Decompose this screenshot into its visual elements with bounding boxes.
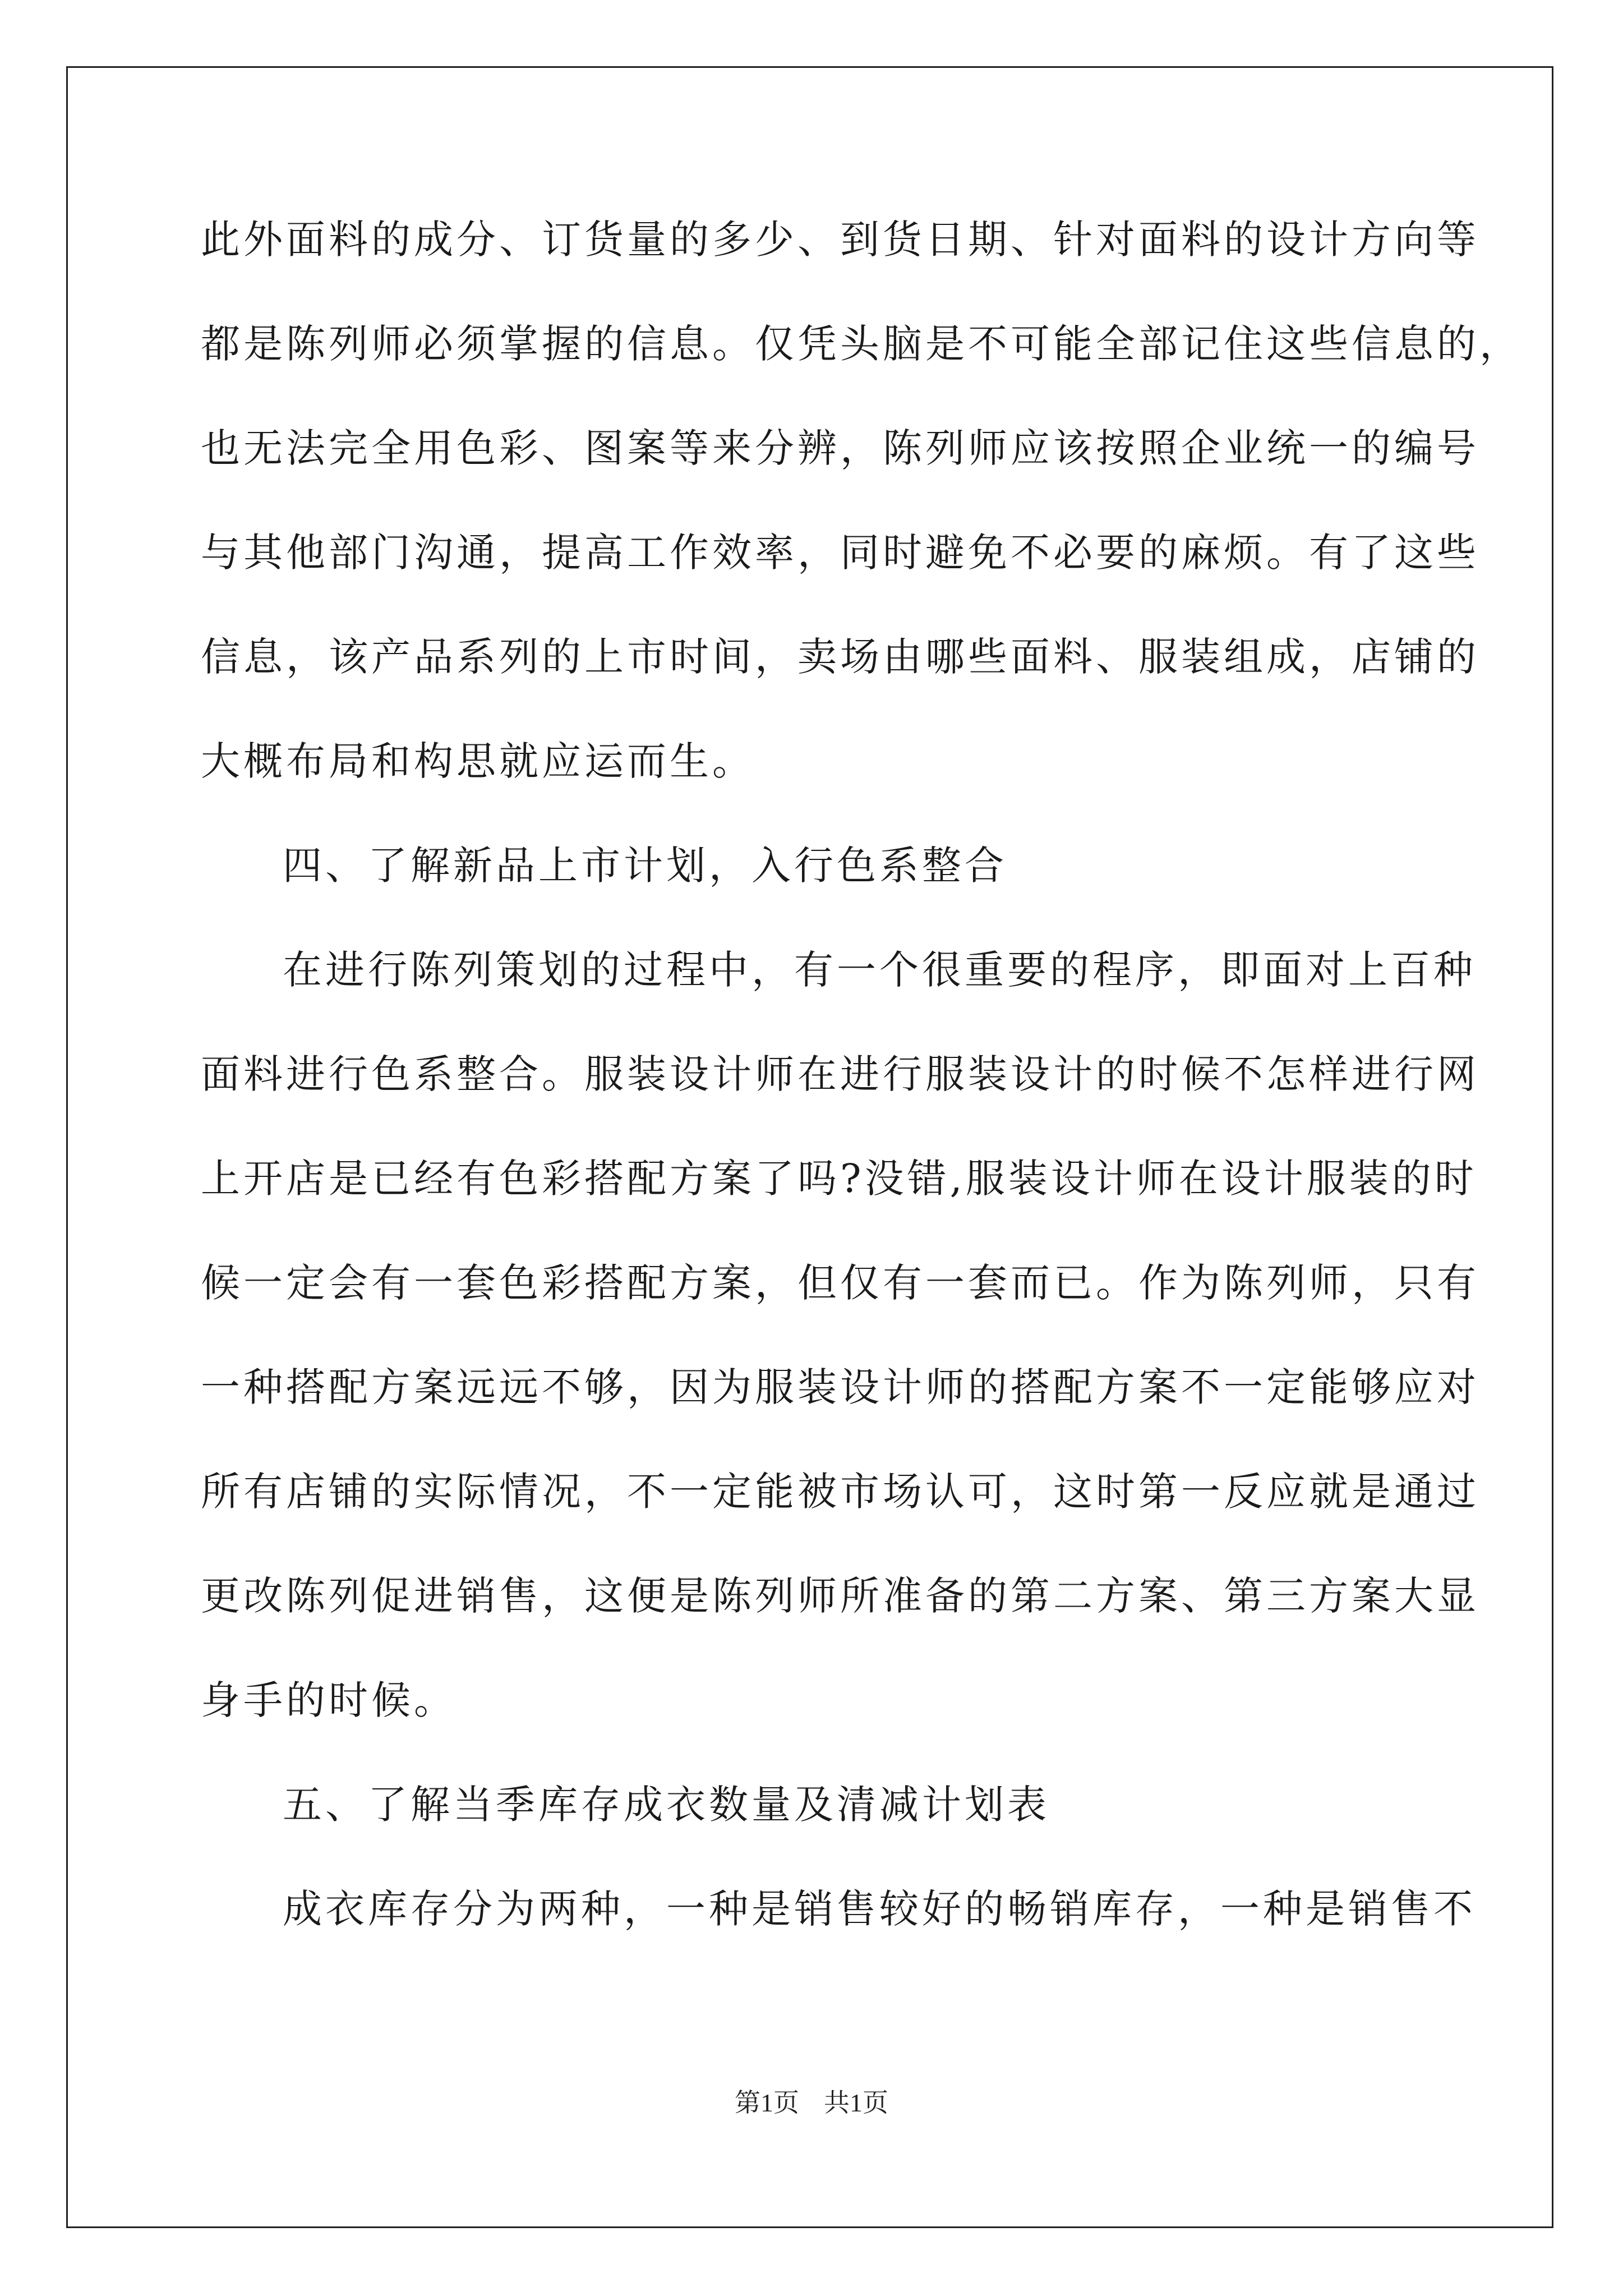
text-line-3: 也无法完全用色彩、图案等来分辨，陈列师应该按照企业统一的编号 [201, 425, 1479, 471]
text-line-13: 所有店铺的实际情况，不一定能被市场认可，这时第一反应就是通过 [201, 1469, 1479, 1515]
section-heading-4: 四、了解新品上市计划，入行色系整合 [283, 843, 1007, 889]
text-line-14: 更改陈列促进销售，这便是陈列师所准备的第二方案、第三方案大显 [201, 1573, 1479, 1619]
text-line-5: 信息，该产品系列的上市时间，卖场由哪些面料、服装组成，店铺的 [201, 634, 1479, 680]
text-line-15: 身手的时候。 [201, 1677, 457, 1723]
text-line-1: 此外面料的成分、订货量的多少、到货日期、针对面料的设计方向等 [201, 217, 1479, 263]
page-number: 第1页 [735, 2088, 799, 2117]
page-footer [0, 2082, 1623, 2119]
text-line-10: 上开店是已经有色彩搭配方案了吗?没错,服装设计师在设计服装的时 [201, 1156, 1477, 1202]
text-line-11: 候一定会有一套色彩搭配方案，但仅有一套而已。作为陈列师，只有 [201, 1260, 1479, 1306]
text-line-12: 一种搭配方案远远不够，因为服装设计师的搭配方案不一定能够应对 [201, 1364, 1479, 1410]
text-line-9: 面料进行色系整合。服装设计师在进行服装设计的时候不怎样进行网 [201, 1051, 1479, 1097]
text-line-17: 成衣库存分为两种，一种是销售较好的畅销库存，一种是销售不 [283, 1886, 1476, 1932]
text-line-8: 在进行陈列策划的过程中，有一个很重要的程序，即面对上百种 [283, 947, 1476, 993]
text-line-2: 都是陈列师必须掌握的信息。仅凭头脑是不可能全部记住这些信息的， [201, 321, 1522, 367]
text-line-4: 与其他部门沟通，提高工作效率，同时避免不必要的麻烦。有了这些 [201, 530, 1479, 576]
text-line-6: 大概布局和构思就应运而生。 [201, 738, 755, 784]
document-body [201, 217, 1522, 1994]
page-total: 共1页 [824, 2088, 888, 2117]
section-heading-5: 五、了解当季库存成衣数量及清减计划表 [283, 1782, 1050, 1828]
